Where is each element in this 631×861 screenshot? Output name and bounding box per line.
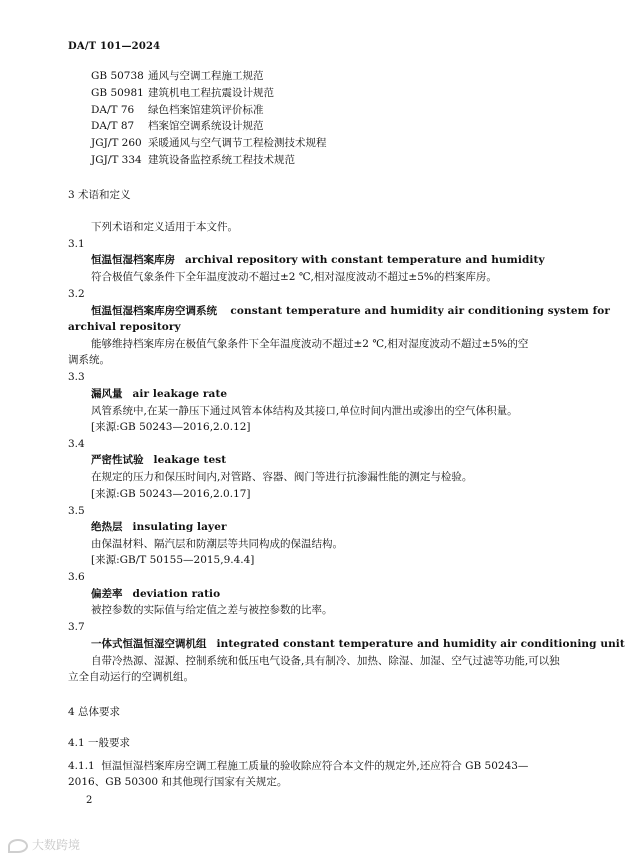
reference-item: GB 50738 通风与空调工程施工规范 (91, 70, 264, 82)
watermark-logo-icon (8, 839, 28, 853)
term-number: 3.5 (68, 505, 85, 517)
section-heading: 4 总体要求 (68, 706, 121, 718)
term-number: 3.7 (68, 621, 85, 633)
term-number: 3.2 (68, 288, 85, 300)
term-source: [来源:GB 50243—2016,2.0.17] (91, 488, 251, 500)
term-source: [来源:GB 50243—2016,2.0.12] (91, 421, 251, 433)
term-source: [来源:GB/T 50155—2015,9.4.4] (91, 554, 255, 566)
term-number: 3.4 (68, 438, 85, 450)
clause: 4.1.1 恒温恒湿档案库房空调工程施工质量的验收除应符合本文件的规定外,还应符合 GB 50243— (68, 760, 529, 772)
term-number: 3.1 (68, 238, 85, 250)
term-number: 3.6 (68, 571, 85, 583)
term-definition: 被控参数的实际值与给定值之差与被控参数的比率。 (91, 604, 333, 616)
term-title: 严密性试验 leakage test (91, 454, 227, 466)
reference-item: DA/T 76 绿色档案馆建筑评价标准 (91, 104, 264, 116)
term-definition: 由保温材料、隔汽层和防潮层等共同构成的保温结构。 (91, 538, 343, 550)
term-title-continued: archival repository (68, 321, 181, 333)
term-definition: 符合极值气象条件下全年温度波动不超过±2 ℃,相对湿度波动不超过±5%的档案库房。 (91, 271, 497, 283)
document-header: DA/T 101—2024 (68, 41, 161, 52)
reference-item: DA/T 87 档案馆空调系统设计规范 (91, 120, 264, 132)
term-title: 绝热层 insulating layer (91, 521, 227, 533)
page-number: 2 (86, 795, 93, 806)
reference-item: JGJ/T 260 采暖通风与空气调节工程检测技术规程 (91, 137, 327, 149)
term-title: 偏差率 deviation ratio (91, 588, 221, 600)
term-number: 3.3 (68, 371, 85, 383)
section-heading: 3 术语和定义 (68, 189, 131, 201)
term-definition: 调系统。 (68, 354, 110, 366)
watermark: 大数跨境 (8, 838, 80, 853)
subsection-heading: 4.1 一般要求 (68, 737, 131, 749)
term-title: 恒温恒湿档案库房 archival repository with constant temperature and humidity (91, 254, 545, 266)
section-intro: 下列术语和定义适用于本文件。 (91, 221, 238, 233)
reference-item: GB 50981 建筑机电工程抗震设计规范 (91, 87, 274, 99)
term-title: 一体式恒温恒湿空调机组 integrated constant temperature and humidity air conditioning unit (91, 638, 625, 650)
term-title: 恒温恒湿档案库房空调系统 constant temperature and humidity air conditioning system for (91, 305, 610, 317)
term-definition: 立全自动运行的空调机组。 (68, 671, 194, 683)
term-definition: 能够维持档案库房在极值气象条件下全年温度波动不超过±2 ℃,相对湿度波动不超过±5%的空 (91, 338, 529, 350)
reference-item: JGJ/T 334 建筑设备监控系统工程技术规范 (91, 154, 295, 166)
term-title: 漏风量 air leakage rate (91, 388, 228, 400)
term-definition: 自带冷热源、湿源、控制系统和低压电气设备,具有制冷、加热、除湿、加湿、空气过滤等功能,可以独 (91, 655, 560, 667)
term-definition: 风管系统中,在某一静压下通过风管本体结构及其接口,单位时间内泄出或渗出的空气体积量。 (91, 405, 518, 417)
clause-continued: 2016、GB 50300 和其他现行国家有关规定。 (68, 776, 288, 788)
term-definition: 在规定的压力和保压时间内,对管路、容器、阀门等进行抗渗漏性能的测定与检验。 (91, 471, 473, 483)
